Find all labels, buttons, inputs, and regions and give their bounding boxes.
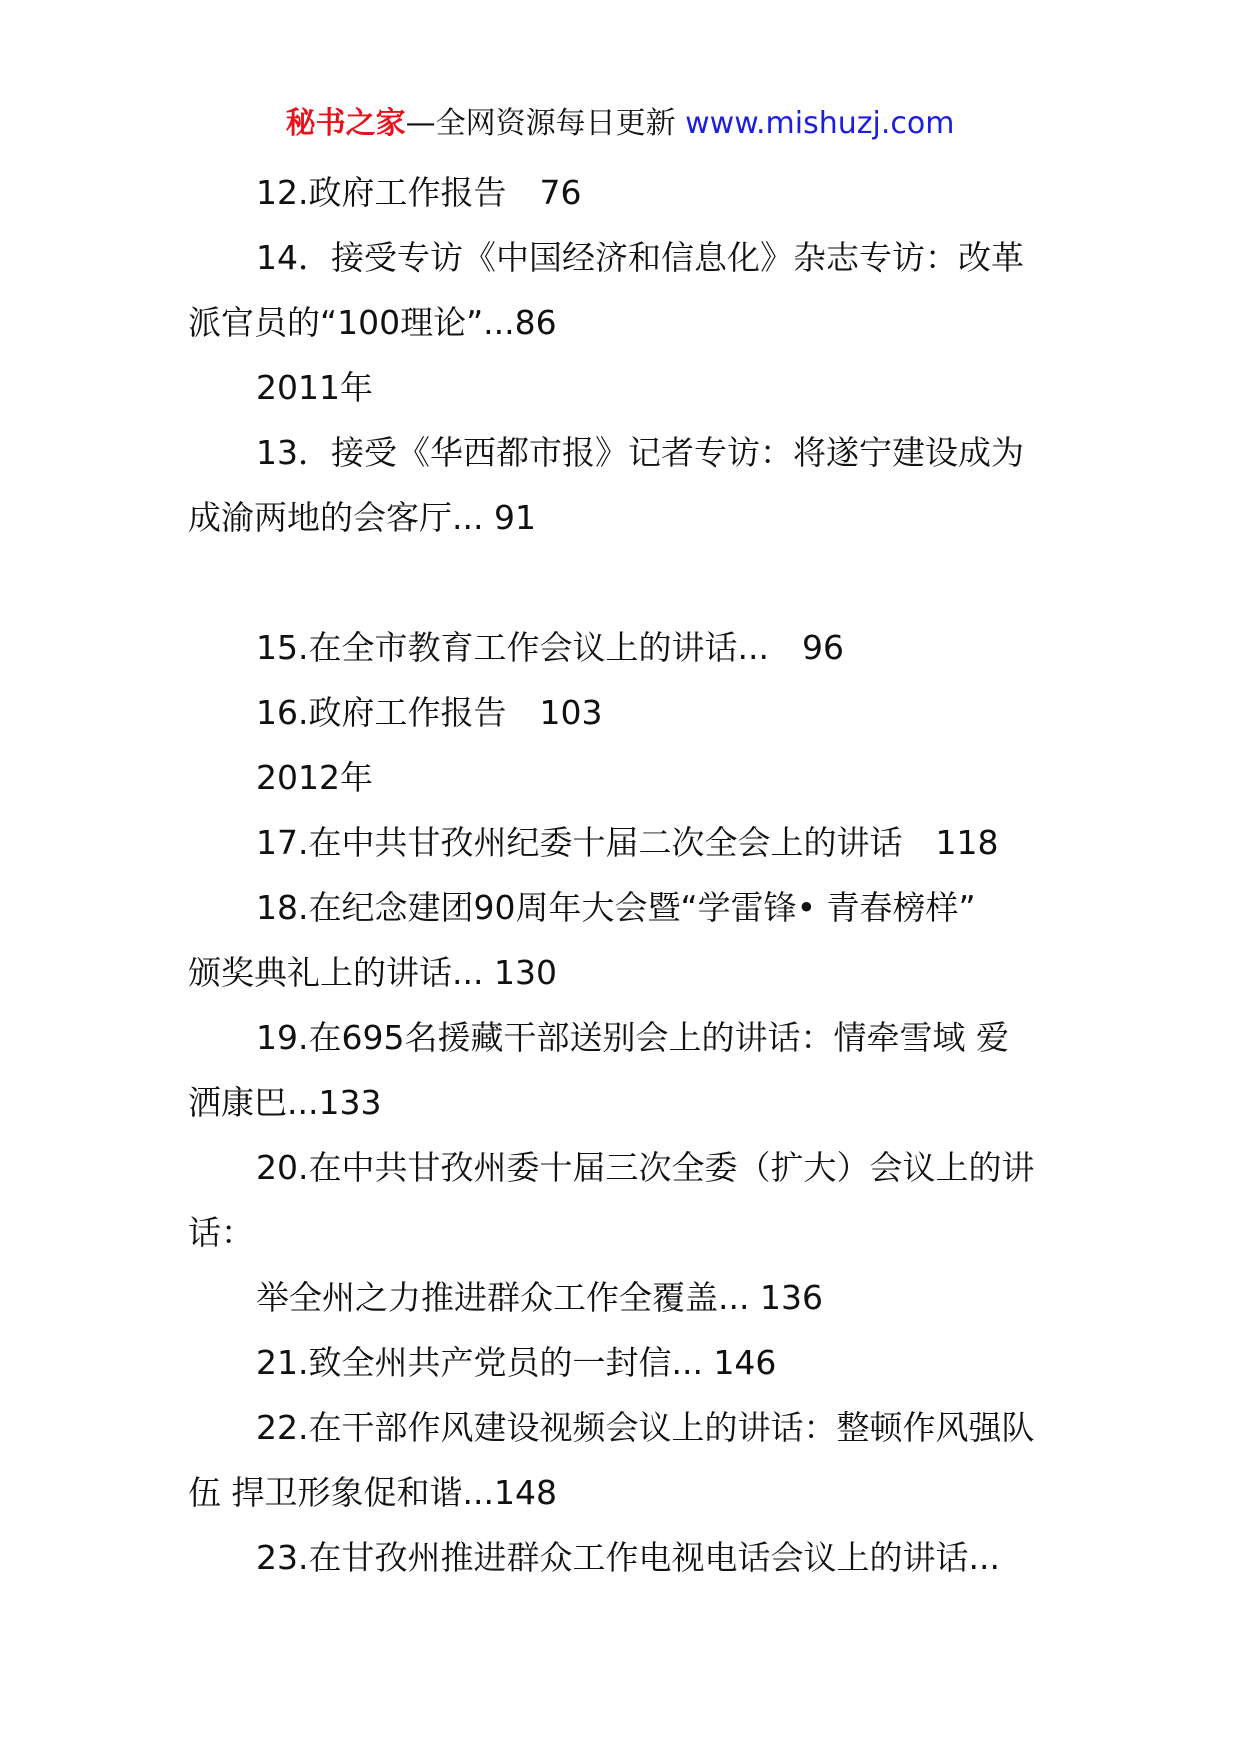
toc-list bbox=[188, 160, 1068, 1590]
toc-entry: 23.在甘孜州推进群众工作电视电话会议上的讲话... bbox=[256, 1538, 1000, 1577]
toc-entry-continuation: 派官员的“100理论”...86 bbox=[188, 303, 557, 342]
toc-entry: 18.在纪念建团90周年大会暨“学雷锋• 青春榜样” bbox=[256, 888, 976, 927]
toc-entry-continuation: 颁奖典礼上的讲话... 130 bbox=[188, 953, 557, 992]
toc-entry-continuation: 举全州之力推进群众工作全覆盖... 136 bbox=[256, 1278, 823, 1317]
toc-entry: 15.在全市教育工作会议上的讲话... 96 bbox=[256, 628, 844, 667]
toc-entry-continuation: 伍 捍卫形象促和谐...148 bbox=[188, 1473, 557, 1512]
toc-entry: 19.在695名援藏干部送别会上的讲话：情牵雪域 爱 bbox=[256, 1018, 1009, 1057]
header-slogan: —全网资源每日更新 bbox=[405, 106, 676, 141]
toc-entry: 14．接受专访《中国经济和信息化》杂志专访：改革 bbox=[256, 238, 1024, 277]
toc-entry: 22.在干部作风建设视频会议上的讲话：整顿作风强队 bbox=[256, 1408, 1035, 1447]
page-header bbox=[0, 102, 1240, 146]
toc-year-heading: 2011年 bbox=[256, 368, 373, 407]
blank-line bbox=[188, 550, 1068, 615]
toc-entry: 16.政府工作报告 103 bbox=[256, 693, 603, 732]
toc-entry-continuation: 成渝两地的会客厅... 91 bbox=[188, 498, 536, 537]
toc-entry: 17.在中共甘孜州纪委十届二次全会上的讲话 118 bbox=[256, 823, 999, 862]
toc-entry-continuation: 洒康巴...133 bbox=[188, 1083, 382, 1122]
site-link[interactable]: www.mishuzj.com bbox=[685, 106, 955, 141]
toc-entry: 12.政府工作报告 76 bbox=[256, 173, 582, 212]
toc-entry: 13．接受《华西都市报》记者专访：将遂宁建设成为 bbox=[256, 433, 1024, 472]
brand-name: 秘书之家 bbox=[285, 106, 406, 141]
toc-entry: 20.在中共甘孜州委十届三次全委（扩大）会议上的讲 bbox=[256, 1148, 1035, 1187]
toc-entry-continuation: 话： bbox=[188, 1213, 254, 1252]
toc-year-heading: 2012年 bbox=[256, 758, 373, 797]
toc-entry: 21.致全州共产党员的一封信... 146 bbox=[256, 1343, 777, 1382]
